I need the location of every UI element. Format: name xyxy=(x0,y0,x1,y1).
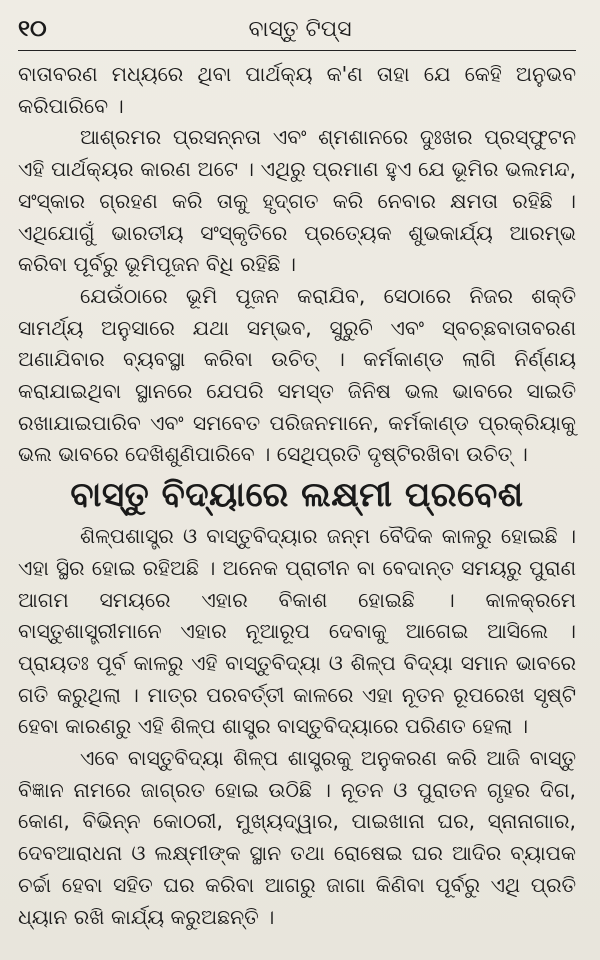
page-header xyxy=(18,12,576,46)
paragraph-5: ଏବେ ବାସ୍ତୁବିଦ୍ୟା ଶିଳ୍ପ ଶାସ୍ତ୍ରକୁ ଅନୁକରଣ କରି ଆଜି ବାସ୍ତୁ ବିଜ୍ଞାନ ନାମରେ ଜାଗ୍ରତ ହୋଇ ଉଠିଛି । ନୂତନ ଓ ପୁରାତନ ଗୃହର ଦିଗ, କୋଣ, ବିଭିନ୍ନ କୋଠରୀ, ମୁଖ୍ୟଦ୍ୱାର, ପାଇଖାନା ଘର, ସ୍ନାନାଗାର, ଦେବଆରାଧନା ଓ ଲକ୍ଷ୍ମୀଙ୍କ ସ୍ଥାନ ତଥା ରୋଷେଇ ଘର ଆଦିର ବ୍ୟାପକ ଚର୍ଚ୍ଚା ହେବା ସହିତ ଘର କରିବା ଆଗରୁ ଜାଗା କିଣିବା ପୂର୍ବରୁ ଏଥି ପ୍ରତି ଧ୍ୟାନ ରଖି କାର୍ଯ୍ୟ କରୁଅଛନ୍ତି । xyxy=(18,746,576,929)
page-number: ୧୦ xyxy=(18,16,47,42)
paragraph-3: ଯେଉଁଠାରେ ଭୂମି ପୂଜନ କରାଯିବ, ସେଠାରେ ନିଜର ଶକ୍ତି ସାମର୍ଥ୍ୟ ଅନୁସାରେ ଯଥା ସମ୍ଭବ, ସୁରୁଚି ଏବଂ ସ୍ବଚ୍ଛବାତାବରଣ ଅଣାଯିବାର ବ୍ୟବସ୍ଥା କରିବା ଉଚିତ୍ । କର୍ମକାଣ୍ଡ ଲାଗି ନିର୍ଣ୍ଣୟ କରାଯାଇଥିବା ସ୍ଥାନରେ ଯେପରି ସମସ୍ତ ଜିନିଷ ଭଲ ଭାବରେ ସାଇତି ରଖାଯାଇପାରିବ ଏବଂ ସମବେତ ପରିଜନମାନେ, କର୍ମକାଣ୍ଡ ପ୍ରକ୍ରିୟାକୁ ଭଲ ଭାବରେ ଦେଖିଶୁଣିପାରିବେ । ସେଥିପ୍ରତି ଦୃଷ୍ଟିରଖିବା ଉଚିତ୍ । xyxy=(18,283,576,467)
section-title: ବାସ୍ତୁ ବିଦ୍ୟାରେ ଲକ୍ଷ୍ମୀ ପ୍ରବେଶ xyxy=(70,475,524,516)
paragraph-4: ଶିଳ୍ପଶାସ୍ତ୍ର ଓ ବାସ୍ତୁବିଦ୍ୟାର ଜନ୍ମ ବୈଦିକ କାଳରୁ ହୋଇଛି । ଏହା ସ୍ଥିର ହୋଇ ରହିଅଛି । ଅନେକ ପ୍ରାଚୀନ ବା ବେଦାନ୍ତ ସମୟରୁ ପୁରାଣ ଆଗମ ସମୟରେ ଏହାର ବିକାଶ ହୋଇଛି । କାଳକ୍ରମେ ବାସ୍ତୁଶାସ୍ତ୍ରୀମାନେ ଏହାର ନୂଆରୂପ ଦେବାକୁ ଆଗେଇ ଆସିଲେ । ପ୍ରାୟତଃ ପୂର୍ବ କାଳରୁ ଏହି ବାସ୍ତୁବିଦ୍ୟା ଓ ଶିଳ୍ପ ବିଦ୍ୟା ସମାନ ଭାବରେ ଗତି କରୁଥିଲା । ମାତ୍ର ପରବର୍ତ୍ତୀ କାଳରେ ଏହା ନୂତନ ରୂପରେଖ ସୃଷ୍ଟି ହେବା କାରଣରୁ ଏହି ଶିଳ୍ପ ଶାସ୍ତ୍ର ବାସ୍ତୁବିଦ୍ୟାରେ ପରିଣତ ହେଲା । xyxy=(18,524,576,739)
running-title: ବାସ୍ତୁ ଟିପ୍ସ xyxy=(248,16,352,42)
page-body xyxy=(18,59,576,933)
paragraph-2: ଆଶ୍ରମର ପ୍ରସନ୍ନତା ଏବଂ ଶ୍ମଶାନରେ ଦୁଃଖର ପ୍ରସ୍ଫୁଟନ ଏହି ପାର୍ଥକ୍ୟର କାରଣ ଅଟେ । ଏଥିରୁ ପ୍ରମାଣ ହୁଏ ଯେ ଭୂମିର ଭଲମନ୍ଦ, ସଂସ୍କାର ଗ୍ରହଣ କରି ତାକୁ ହୃଦ୍‌ଗତ କରି ନେବାର କ୍ଷମତା ରହିଛି । ଏଥିଯୋଗୁଁ ଭାରତୀୟ ସଂସ୍କୃତିରେ ପ୍ରତ୍ୟେକ ଶୁଭକାର୍ଯ୍ୟ ଆରମ୍ଭ କରିବା ପୂର୍ବରୁ ଭୂମିପୂଜନ ବିଧି ରହିଛି । xyxy=(18,125,576,277)
paragraph-1: ବାତାବରଣ ମଧ୍ୟରେ ଥିବା ପାର୍ଥକ୍ୟ କ'ଣ ତାହା ଯେ କେହି ଅନୁଭବ କରିପାରିବେ । xyxy=(18,62,576,118)
header-rule xyxy=(18,50,576,51)
